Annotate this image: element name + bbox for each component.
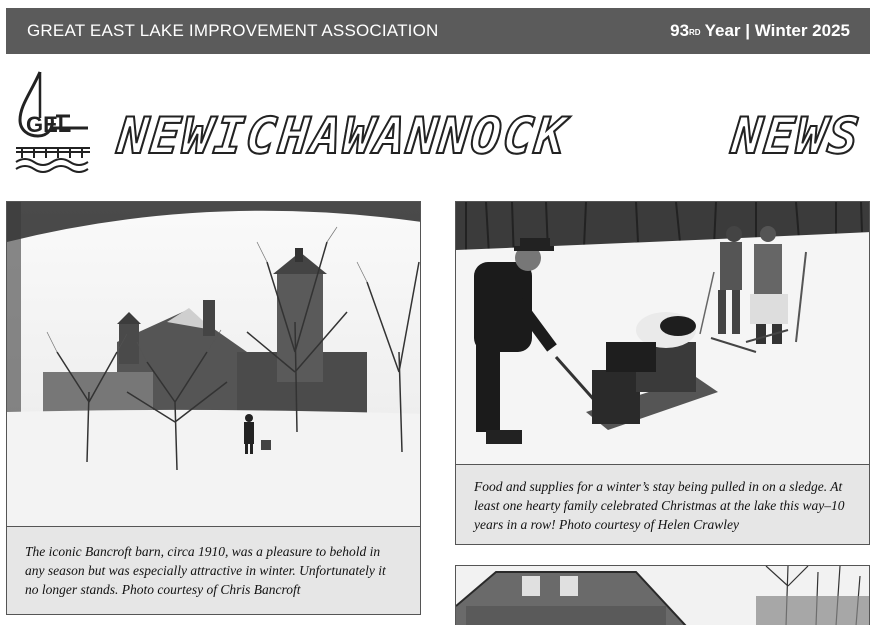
organization-name: GREAT EAST LAKE IMPROVEMENT ASSOCIATION — [27, 21, 439, 40]
title-word-1 — [114, 107, 569, 165]
title-letter: N — [403, 107, 441, 165]
house-photo-card — [455, 565, 870, 625]
sledge-photo-card — [455, 201, 870, 545]
barn-photo-card — [6, 201, 421, 615]
title-word-2 — [728, 107, 862, 165]
sledge-photo — [456, 202, 870, 466]
house-photo — [456, 566, 870, 625]
title-letter: A — [307, 107, 344, 165]
title-letter: K — [532, 107, 569, 165]
gel-logo — [12, 68, 94, 174]
issue-suffix: RD — [689, 28, 701, 37]
barn-caption: The iconic Bancroft barn, circa 1910, was a pleasure to behold in any season but was especially attractive in winter. Unfortunately it no longer stands. Photo courtesy of Chris Bancroft — [7, 526, 420, 614]
barn-photo — [7, 202, 421, 528]
title-letter: I — [211, 107, 248, 165]
logo-letters: GEL — [26, 112, 72, 137]
title-letter: A — [371, 107, 409, 165]
title-letter: C — [500, 107, 537, 165]
header-bar — [6, 8, 870, 54]
issue-number: 93 — [670, 21, 690, 40]
title-letter: S — [824, 107, 862, 165]
title-letter: H — [275, 107, 312, 165]
issue-info — [670, 21, 850, 41]
title-letter: W — [339, 107, 376, 165]
title-letter: W — [792, 107, 829, 165]
title-letter: E — [760, 107, 797, 165]
title-letter: N — [436, 107, 473, 165]
sledge-caption: Food and supplies for a winter’s stay being pulled in on a sledge. At least one hearty family celebrated Christmas at the lake this way–10 years in a row! Photo courtesy of Helen Crawley — [456, 464, 869, 544]
title-letter: C — [243, 107, 280, 165]
title-letter: W — [179, 107, 216, 165]
title-letter: O — [468, 107, 505, 165]
newsletter-title — [114, 107, 862, 165]
title-letter: N — [114, 107, 152, 165]
title-letter: E — [147, 107, 184, 165]
issue-rest: Year | Winter 2025 — [704, 21, 850, 40]
title-letter: N — [728, 107, 765, 165]
